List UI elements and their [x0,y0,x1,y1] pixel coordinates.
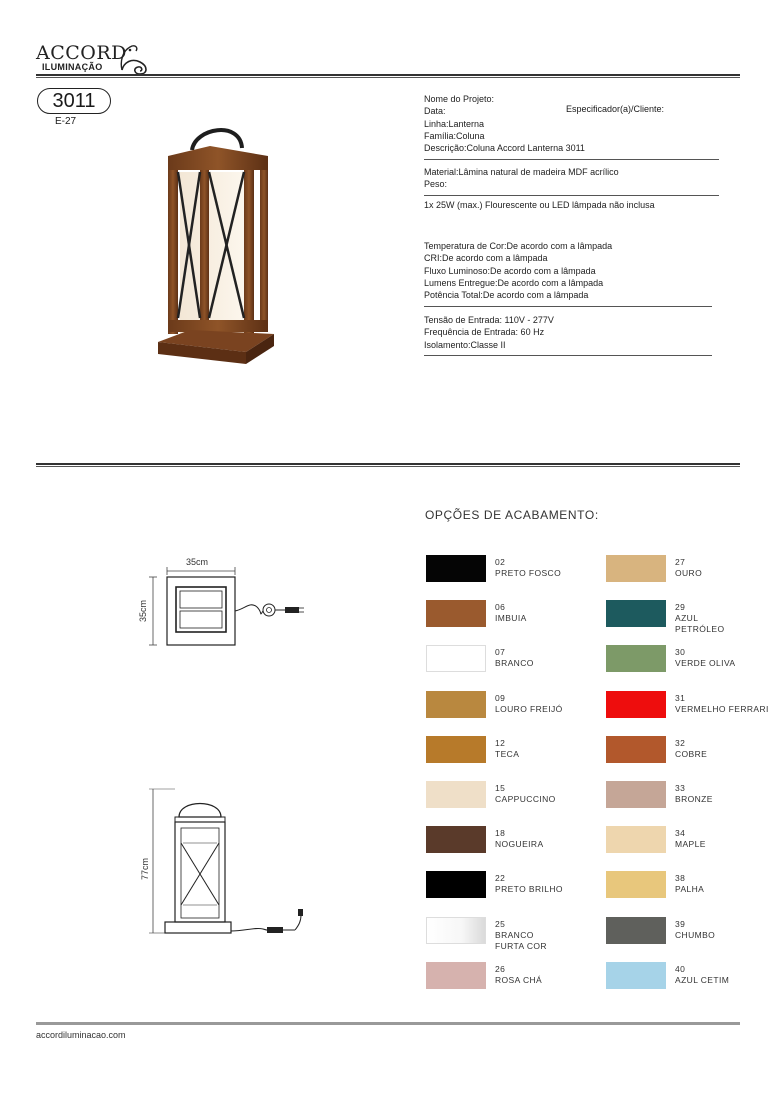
spec-voltage: Tensão de Entrada: 110V - 277V [424,315,554,325]
finish-code: 31 [675,692,686,703]
snail-logo-icon [118,40,154,76]
finish-code: 27 [675,557,686,567]
finish-name: CAPPUCCINO [495,794,556,804]
side-view-drawing [145,785,320,940]
spec-flux: Fluxo Luminoso:De acordo com a lâmpada [424,265,596,276]
finish-name: NOGUEIRA [495,839,544,850]
brand-name: ACCORD [36,42,127,64]
finish-swatch-22 [426,871,486,898]
finish-name: TECA [495,748,520,759]
spec-divider [424,306,712,307]
top-width-label: 35cm [186,557,209,567]
spec-photometric [424,240,612,301]
product-image [150,120,280,380]
finish-swatch-07 [426,645,486,672]
spec-color-temp: Temperatura de Cor:De acordo com a lâmpada [424,241,613,251]
finish-code: 29 [675,602,686,613]
finish-name: BRANCO [495,658,534,669]
socket-type: E-27 [55,116,77,127]
finish-code: 30 [675,647,686,658]
finish-swatch-12 [426,736,486,763]
spec-description: Descrição:Coluna Accord Lanterna 3011 [424,143,585,154]
section-rule [36,463,740,465]
finish-name: OURO [675,568,703,578]
brand-logo [36,40,156,78]
brand-subtitle: ILUMINAÇÃO [42,62,103,72]
finish-swatch-33 [606,781,666,808]
finish-code: 40 [675,963,686,974]
spec-power: Potência Total:De acordo com a lâmpada [424,290,589,301]
top-depth-label: 35cm [138,599,148,622]
finish-code: 25 [495,918,506,929]
finish-code: 38 [675,873,686,884]
spec-divider [424,159,719,160]
finish-swatch-31 [606,691,666,718]
spec-date: Data: [424,106,446,117]
finish-name: CHUMBO [675,929,716,940]
spec-project: Nome do Projeto: [424,94,495,104]
spec-cri: CRI:De acordo com a lâmpada [424,253,548,264]
finish-name: IMBUIA [495,613,527,624]
spec-lamp-block [424,199,655,211]
spec-divider [424,195,719,196]
spec-material-block [424,166,619,191]
spec-general [424,93,585,154]
finish-name: PRETO BRILHO [495,884,563,895]
finish-code: 33 [675,783,686,793]
spec-insulation: Isolamento:Classe II [424,339,506,350]
finish-swatch-15 [426,781,486,808]
finish-swatch-18 [426,826,486,853]
finish-code: 07 [495,647,506,658]
finish-name: PALHA [675,884,705,895]
footer-website[interactable]: accordiluminacao.com [36,1030,126,1040]
model-number: 3011 [37,88,111,114]
spec-frequency: Frequência de Entrada: 60 Hz [424,327,545,338]
finish-swatch-34 [606,826,666,853]
spec-family: Família:Coluna [424,130,485,141]
footer-rule [36,1022,740,1025]
spec-divider [424,355,712,356]
finish-swatch-27 [606,555,666,582]
finish-code: 06 [495,602,506,613]
height-label: 77cm [140,857,150,880]
spec-lamp: 1x 25W (max.) Flourescente ou LED lâmpada não inclusa [424,200,655,210]
finish-swatch-30 [606,645,666,672]
finish-code: 12 [495,737,506,748]
header-rule [36,74,740,76]
finish-code: 39 [675,918,686,929]
finish-name: LOURO FREIJÓ [495,703,563,714]
finish-name: AZUL PETRÓLEO [675,613,725,635]
spec-weight: Peso: [424,179,448,190]
spec-lumens: Lumens Entregue:De acordo com a lâmpada [424,277,604,288]
finish-code: 22 [495,873,506,884]
finish-code: 32 [675,737,686,748]
finish-code: 09 [495,692,506,703]
finish-swatch-40 [606,962,666,989]
finish-name: VERDE OLIVA [675,658,736,669]
finish-swatch-39 [606,917,666,944]
spec-electrical [424,314,554,351]
spec-client: Especificador(a)/Cliente: [566,104,665,114]
finish-code: 18 [495,828,506,839]
finish-swatch-26 [426,962,486,989]
finish-code: 02 [495,557,506,567]
finish-swatch-25 [426,917,486,944]
finish-code: 15 [495,783,506,793]
section-rule-thin [36,466,740,467]
finish-swatch-06 [426,600,486,627]
finish-swatch-02 [426,555,486,582]
finish-code: 26 [495,963,506,974]
finish-swatch-32 [606,736,666,763]
finish-name: ROSA CHÁ [495,974,543,985]
top-view-drawing [145,565,315,650]
finish-name: BRANCO FURTA COR [495,929,547,951]
finish-name: BRONZE [675,794,713,804]
finish-code: 34 [675,828,686,839]
header-rule-thin [36,77,740,78]
finish-swatch-29 [606,600,666,627]
finish-name: PRETO FOSCO [495,568,562,578]
finish-swatch-38 [606,871,666,898]
finish-name: COBRE [675,748,708,759]
spec-material: Material:Lâmina natural de madeira MDF acrílico [424,167,619,177]
finish-name: AZUL CETIM [675,974,730,985]
finish-name: VERMELHO FERRARI [675,703,769,714]
spec-line: Linha:Lanterna [424,118,485,129]
finishes-title: OPÇÕES DE ACABAMENTO: [425,508,599,522]
finish-swatch-09 [426,691,486,718]
finish-name: MAPLE [675,839,706,850]
